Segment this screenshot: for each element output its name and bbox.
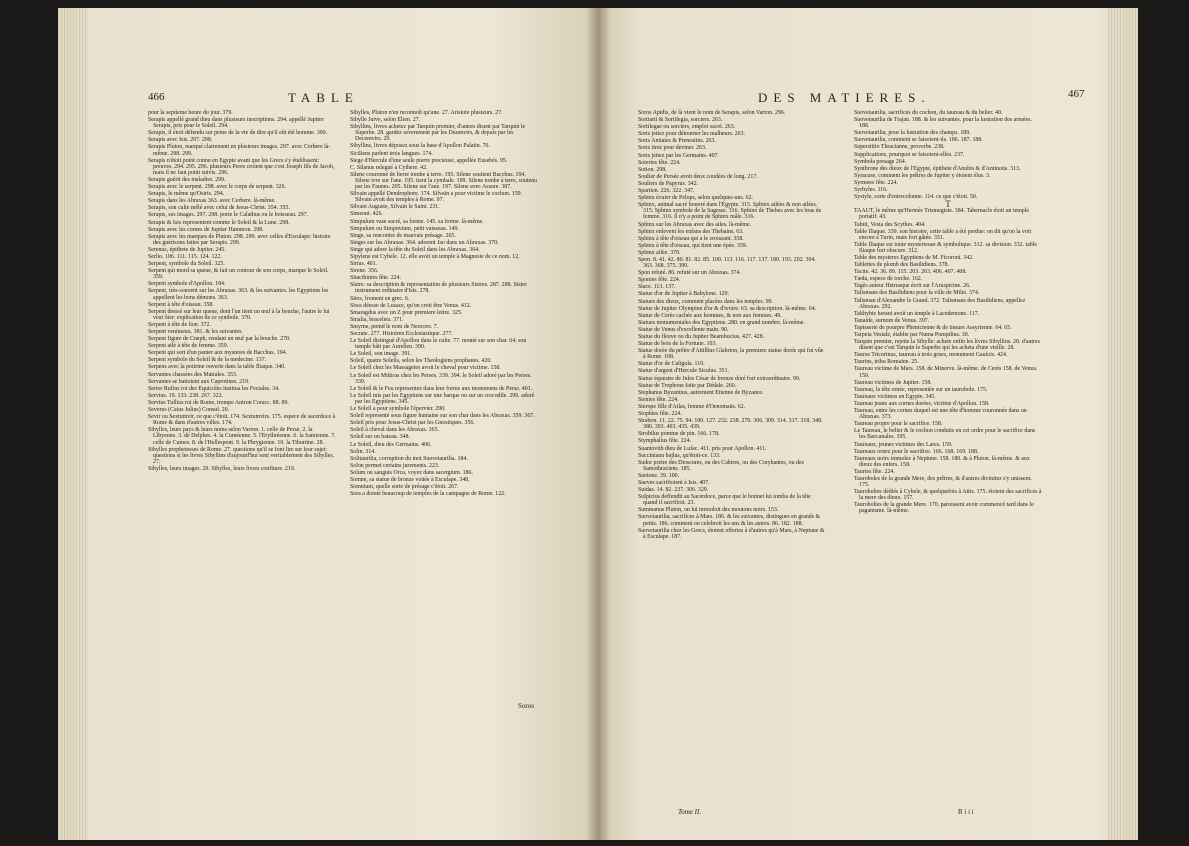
- index-entry: Serpent ailé à tête de femme. 359.: [148, 343, 229, 350]
- index-entry: Spartien. 226. 322. 347.: [638, 188, 695, 195]
- index-entry: Serapis avec Isis. 297. 298.: [148, 137, 213, 144]
- index-entry: Serpent à tête d'oiseau. 358.: [148, 301, 214, 308]
- index-entry: Stace. 113. 137.: [638, 284, 676, 291]
- index-entry: Serapis, ses images. 297. 298. porte le Calathus ou le boisseau. 297.: [148, 212, 309, 219]
- index-entry: Severus (Caius Julius) Consul. 20.: [148, 407, 230, 414]
- index-entry: Taureaux noirs immolez à Neptune. 158. 180. & à Pluton. là-même. & aux dieux des enfers. 158.: [854, 455, 1030, 468]
- index-entry: Serpent symbole d'Apollon. 184.: [148, 281, 226, 288]
- index-entry: Le Soleil distingué d'Apollon dans le culte. 77. monté sur son char. 64. son temple bâti par Aurelien. 390.: [350, 338, 527, 351]
- index-entry: Suovetaurilia de Trajan. 188. & les suivantes. pour la lustration des armées. 188.: [854, 117, 1032, 130]
- index-entry: Sotion. 298.: [638, 166, 667, 173]
- index-entry: Soleil representé sous figure humaine sur son char dans les Abraxas. 359. 367.: [350, 413, 535, 420]
- right-page: [598, 8, 1138, 840]
- index-entry: Statue équestre de Jules César de bronze doré fort extraordinaire. 90.: [638, 375, 801, 382]
- index-entry: Talisman d'Alexandre le Grand. 372. Talismans des Basilidiens, appellez Abraxas. 292.: [854, 297, 1026, 310]
- index-entry: Table Iliaque. 339. son histoire, cette table a été perdue: on dit qu'on la voit encore à Turin, mais fort gâtée. 351.: [854, 228, 1032, 241]
- left-page: [58, 8, 598, 840]
- index-entry: Soleil, quatre Soleils, selon les Theologiens prophanes. 420.: [350, 358, 492, 365]
- index-entry: Serpent, symbole du Soleil. 325.: [148, 261, 225, 268]
- index-entry: Sevir ou Sextumvir, ce que c'étoit. 174. Sextumvirs. 175. espece de sacerdoce à Rome & dans d'autres villes. 174.: [148, 414, 336, 427]
- index-entry: Serapis avec les cornes de Jupiter Hammon. 298.: [148, 226, 264, 233]
- index-entry: Tapisserie de pourpre Phenicienne & de tissure Assyrienne. 64. 65.: [854, 324, 1012, 331]
- index-entry: Sueves sacrifioient à Isis. 407.: [638, 479, 710, 486]
- index-entry: Silvain Auguste, Silvain le Saint. 231.: [350, 204, 440, 211]
- index-entry: Sirene. 356.: [350, 268, 379, 275]
- index-entry: Solon permet certains jurements. 223.: [350, 462, 440, 469]
- index-entry: Symbola presage 264.: [854, 158, 907, 165]
- index-entry: Taureaux, jeunes victimes des Lares. 159.: [854, 441, 953, 448]
- index-entry: Soros Apidis, de là vient le nom de Serapis, selon Varron. 296.: [638, 110, 786, 116]
- index-entry: Serapis avec les marques de Pluton. 298. 299. avec celles d'Esculape: histoire des guérisons faites par Serapis. 299.: [148, 233, 331, 246]
- index-entry: Soulier de Persée avoit deux coudées de long. 217.: [638, 173, 758, 180]
- index-entry: Le Soleil mis par les Egyptiens sur une barque ou sur un crocodile. 290. adoré par les Egyptiens. 345.: [350, 392, 535, 405]
- index-entry: Sphinx à tête d'oiseau qui a le croissant. 358.: [638, 235, 744, 242]
- index-entry: Statue de Cerès cachée aux hommes, & non aux femmes. 49.: [638, 312, 782, 319]
- index-entry: Synthrone des dieux de l'Egypte, épithete d'Anubis & d'Antinoüs. 313.: [854, 165, 1021, 172]
- index-entry: Soleil pris pour Jesus-Christ par les Gnostiques. 356.: [350, 420, 475, 427]
- page-number-left: 466: [148, 91, 165, 103]
- index-entry: Superstitio Thracianne, proverbe. 238.: [854, 144, 945, 151]
- index-entry: Syracuse, comment les prêtres de Jupiter y étoient élus. 3.: [854, 172, 991, 179]
- index-entry: Smalia, bracelets. 371.: [350, 316, 404, 323]
- index-entry: Serpens avec la poitrine ouverte dans la table Iliaque. 340.: [148, 364, 286, 371]
- index-entry: Siege d'Hercule d'une seule pierre precieuse, appellée Eusebés. 95.: [350, 157, 508, 164]
- index-entry: Simpulum vase sacré, sa forme. 145. sa forme. là-même.: [350, 218, 484, 225]
- index-entry: Taureau, entre les cornes duquel est une tête d'homme couronnée dans un Abraxas. 373.: [854, 408, 1027, 421]
- index-entry: Suidas. 14. 82. 237. 306. 329.: [638, 487, 709, 494]
- index-entry: Table des mysteres Egyptiens de M. Ficoroni. 342.: [854, 254, 974, 261]
- index-entry: Stephanus Byzantius, autrement Etienne de Byzance.: [638, 389, 764, 396]
- index-entry: Systyle, sorte d'entrecolonne. 114. ce que c'étoit. 50.: [854, 194, 978, 201]
- index-entry: Serapis Pluton, marqué clairement en plusieurs images. 297. avec Cerbere là-même. 298. 299.: [148, 144, 331, 157]
- index-entry: Silvain appellé Dendrophore. 174. Silvain a pour victime le cochon. 159. Silvain avoit des temples à Rome. 97.: [350, 191, 523, 204]
- index-entry: Taureau, la tête ornée, representée sur un taurobole. 175.: [854, 386, 988, 393]
- index-entry: Sibylles, leurs images. 29. Sibylles, leurs livres confiture. 219.: [148, 465, 296, 472]
- index-entry: Silene couronné de lierre tombe à terre. 195. Silene soutient Bacchus. 194. Silene ivre sur l'ane. 195. tient la cymbale. 199. Silene tombe à terre, soutenu par les Faunes. 205. Silene sur l'ane. 197. Silene avec Assure. 387.: [350, 171, 537, 191]
- index-entry: Soteries fête. 224.: [638, 159, 681, 166]
- index-entry: Serapis, le même qu'Osiris. 294.: [148, 191, 225, 198]
- index-entry: Sibyllins, livres achetez par Tarquin premier, d'autres disent par Tarquin le Superbe. 28. gardez severement par les Duumvirs, & depuis par les Decemvirs. 29.: [350, 124, 526, 143]
- index-entry: Stophies fête. 224.: [638, 411, 682, 418]
- index-entry: Serapis dans les Abraxas 363. avec Cerbere. là-même.: [148, 198, 276, 205]
- index-entry: Sphinx enlevent les enfans des Thebains. 63.: [638, 228, 744, 235]
- index-entry: Socrate. 277. Histoiren Ecclesiastique. 277.: [350, 331, 453, 337]
- index-entry: Sibylle Juive, selon Elien. 27.: [350, 117, 421, 124]
- index-entry: Sitos, froment en grec. 6.: [350, 295, 410, 302]
- index-entry: Sorts Antiates & Prenestins. 263.: [638, 138, 716, 145]
- index-entry: Singes sur les Abraxas. 364. adorent Jao dans un Abraxas. 370.: [350, 239, 499, 246]
- index-entry: Sulpicius deffendit au Sacerdoce, parce que le bonnet lui tomba de la tête quand il sacrifioit. 23.: [638, 494, 811, 507]
- index-entry: Servantes se battoient aux Caprotines. 219.: [148, 378, 250, 385]
- index-entry: Solitaurilia, corruption du mot Suovetaurilia. 184.: [350, 455, 468, 462]
- index-column-2: [350, 110, 538, 498]
- book-gutter: [586, 8, 610, 840]
- index-entry: Servius Tullius roi de Rome, trompe Antron Coracc. 88. 89.: [148, 399, 289, 406]
- index-entry: Summanus Pluton, on lui immoloit des moutons noirs. 153.: [638, 507, 779, 514]
- index-entry: Le Soleil a pour symbole l'épervier. 290.: [350, 406, 446, 413]
- index-entry: Stenies fête. 224.: [638, 396, 679, 403]
- index-entry: Strobilus pomme de pin. 166. 178.: [638, 431, 720, 438]
- index-entry: Sphinx sur les Abraxas avec des ailes. là-même.: [638, 221, 752, 228]
- index-entry: Serlio. 106. 111. 115. 124. 122.: [148, 253, 222, 260]
- index-entry: Serenus, épithete de Jupiter. 245.: [148, 246, 226, 253]
- index-entry: Sibylles prophetesses de Rome. 27. questions qu'il se font lire sur leur sujet: questions si les livres Sibyllins d'aujourd'hui sont veritablement des Sibylles. 27.: [148, 446, 335, 465]
- index-entry: Serapis appellé grand dieu dans plusieurs inscriptions. 294. appellé Jupiter Serapis, pris pour le Soleil. 294.: [148, 117, 324, 130]
- catchword: Soros: [518, 702, 534, 710]
- index-entry: Sirius. 401.: [350, 261, 378, 268]
- index-entry: Talismans des Basilidiens pour la ville de Milet. 374.: [854, 290, 980, 297]
- index-entry: Sibylles, Pluton n'en reconnoît qu'une. 27. Aristote plusieurs. 27.: [350, 110, 503, 116]
- index-entry: Statue de Trophone faite par Dédale. 260.: [638, 382, 737, 389]
- index-entry: Spon. 8. 41. 42. 80. 81. 82. 85. 100. 113. 116. 117. 137. 180. 193. 202. 304. 363. 368. 375. 390.: [638, 256, 816, 270]
- index-entry: Tarquin premier, rejette la Sibylle: achete enfin les livres Sibyllins. 28. d'autres disent que c'est Tarquin le Superbe qui les acheta d'une vieille. 28.: [854, 339, 1040, 352]
- index-entry: Taurobolies de la grande Mere. 170. paroissent avoir commencé tard dans le paganisme. là-même.: [854, 502, 1034, 515]
- index-entry: Statue de Venus d'excellente main. 90.: [638, 326, 729, 333]
- index-entry: Sphinx ailée. 370.: [638, 249, 681, 256]
- page-number-right: 467: [1068, 88, 1085, 100]
- index-entry: Serpent qui sort d'un panier aux mysteres de Bacchus. 194.: [148, 350, 287, 357]
- index-entry: Serapis & Isis representent comme le Soleil & la Lune. 298.: [148, 219, 290, 226]
- index-entry: Serapis avec le serpent. 298. avec le corps de serpent. 326.: [148, 184, 287, 191]
- index-entry: Statues des dieux, comment placées dans les temples. 99.: [638, 298, 773, 305]
- index-entry: Tagès auteur Hetrusque écrit sur l'Aruspicine. 26.: [854, 283, 971, 290]
- index-entry: Tabiti, Vesta des Scythes. 404.: [854, 221, 926, 228]
- index-entry: Sibyllins, livres déposez sous la base d'Apollon Palatin. 76.: [350, 143, 490, 150]
- signature-mark: R i i i: [958, 808, 974, 816]
- index-entry: Le Soleil, dieu des Germains. 406.: [350, 441, 432, 448]
- index-entry: Tanaide, surnom de Venus. 397.: [854, 317, 930, 324]
- section-letter: T: [945, 199, 951, 210]
- index-entry: Suovetaurilia, sacrifices du cochon, du taureau & du belier. 40.: [854, 110, 1003, 116]
- index-entry: Solum ou sanguis Orca, voyez dans sacergium. 186.: [350, 469, 473, 476]
- index-entry: Serapis n'étoit point connu en Egypte avant que les Grecs s'y établissent: preuves. 294. 295. 296. plusieurs Peres croient que c'est Joseph fils de Jacob, mais il ne faut point suivis. 296.: [148, 157, 335, 176]
- index-entry: Suovetaurilia, sacrifices à Mars. 186. & les suivantes, distingues en grands & petits. 186. comment on celebroit les uns & les autres. 86. 182. 188.: [638, 514, 821, 527]
- index-entry: Sorts tirez pour deviner. 263.: [638, 145, 707, 152]
- index-entry: Siciliens parlent trois langues. 174.: [350, 150, 433, 157]
- index-entry: Taurobolies dédiés à Cybele, & quelquefois à Attis. 175. étoient des sacrifices à la mere des dieux. 157.: [854, 489, 1042, 502]
- index-entry: Simpulum ou Simpuvium, petit vaisseau. 149.: [350, 225, 459, 232]
- index-entry: Servius. 19. 133. 238. 267. 322.: [148, 392, 224, 399]
- index-entry: Taureau jeune aux cornes dorées, victime d'Apollon. 158.: [854, 400, 990, 407]
- running-head-left: TABLE: [288, 90, 359, 105]
- index-entry: Syrmees fête. 224.: [854, 179, 898, 186]
- page-edge-left: [58, 8, 88, 840]
- index-entry: pour la septieme heure du jour. 379.: [148, 110, 233, 116]
- index-entry: Soleil à cheval dans les Abraxas. 365.: [350, 427, 439, 434]
- index-entry: Serapis, son culte mêlé avec celui de Jesus-Christ. 354. 355.: [148, 205, 290, 212]
- index-entry: Sortilegae ou sorciers, emploi sacré. 263.: [638, 124, 736, 131]
- index-entry: Sphinx, animal sacré honoré dans l'Egypte. 315. Sphinx ailées & non ailées. 315. Sphinx symbole de la Sagesse. 316. Sphinx de Thebes avec les bras de femme. 316. il n'y a point de Sphinx mâle. 316.: [638, 202, 822, 221]
- index-entry: Sorts jettez pour détourner les malheurs. 263.: [638, 131, 745, 138]
- index-entry: Siwa déesse de Lusace, qu'on croit être Venus. 412.: [350, 302, 472, 309]
- index-entry: Sortiarii & Sortilegia, sorciers. 263.: [638, 117, 723, 124]
- index-entry: Smaragdus avec un Z pour premiere lettre. 325.: [350, 309, 463, 316]
- index-entry: Spon refuté. 86. refuté sur un Abraxas. 374.: [638, 270, 741, 277]
- index-entry: Serpent, très-souvent sur les Abraxas. 363. & les suivantes. les Egyptiens les appellent les bons démons. 363.: [148, 288, 329, 301]
- index-entry: Singe qui adore la tête du Soleil dans les Abraxas. 364.: [350, 246, 480, 253]
- index-entry: Talthybie heraut avoit un temple à Lacedemone. 117.: [854, 310, 980, 317]
- index-entry: Taureaux victimes en Egypte. 345.: [854, 393, 936, 400]
- index-entry: Smyrne, prend le nom de Neocore. 7.: [350, 323, 439, 330]
- index-entry: Le Soleil est Mithras chez les Perses. 339. 394. le Soleil adoré par les Perses. 339.: [350, 372, 532, 385]
- index-entry: Suetone. 39. 100.: [638, 472, 680, 479]
- index-entry: Statue de Jupiter Olympien d'or & d'ivoire. 63. sa description. là-même. 64.: [638, 305, 817, 312]
- index-entry: Statue dorée du prêtre d'Attillius Glabrion, la premiere statue dorée qui fut vûe à Rome. 108.: [638, 348, 824, 361]
- index-column-3: [638, 110, 826, 541]
- running-head-right: DES MATIERES.: [758, 90, 931, 105]
- index-entry: Sitacthinies fête. 224.: [350, 275, 402, 282]
- index-entry: Tarpeia Vestale, établie par Numa Pompilius. 30.: [854, 332, 970, 338]
- index-entry: Suovetaurilia, comment se faisoient-ils. 186. 187. 188.: [854, 137, 983, 144]
- index-entry: Statue d'or de Caligula. 110.: [638, 361, 705, 368]
- index-entry: Tæda, espece de torche. 162.: [854, 276, 923, 283]
- index-entry: Serapis, il étoit défendu sur peine de la vie de dire qu'il eût été homme. 300.: [148, 130, 328, 137]
- index-entry: Tauries fête. 224.: [854, 468, 895, 475]
- index-entry: Serpent qui mord sa queue, & fait un contour de son corps, marque le Soleil. 359.: [148, 268, 329, 281]
- index-entry: Taureaux ornez pour le sacrifice. 166. 168. 169. 188.: [854, 448, 979, 455]
- index-entry: Serpent dressé sur leur queue, dont l'un tient un œuf à la bouche, l'autre le lui veut ôter: explication de ce symbole. 370.: [148, 308, 330, 321]
- index-entry: Taureau victime de Mars. 158. de Minerve. là-même. de Cerès 158. de Venus. 159.: [854, 366, 1038, 379]
- index-entry: Le Soleil chez les Massagetes avoit le cheval pour victime. 158.: [350, 365, 501, 372]
- index-entry: Tauroboles de la grande Mere, des prêtres, & d'autres divinitez s'y unissent. 175.: [854, 475, 1032, 489]
- index-entry: Sipylene est Cybele. 12. elle avoit un temple à Magnesie de ce nom. 12.: [350, 253, 520, 260]
- index-entry: Somnium, quelle sorte de présage c'étoit. 267.: [350, 484, 459, 491]
- index-entry: Syrhyles. 116.: [854, 187, 888, 194]
- index-entry: Table Iliaque est toute mysterieuse & symbolique. 312. sa division. 332. table Iliaque fort obscure. 312.: [854, 241, 1037, 254]
- index-entry: Tacite. 42. 36. 89. 115. 203. 263. 406. 407. 408.: [854, 269, 967, 276]
- open-book: [58, 8, 1138, 840]
- index-entry: Sibylles, leurs pays & leurs noms selon Varron. 1. celle de Perse. 2. la Libyenne. 3. de Delphes. 4. la Cuméenne. 5. l'Erythréenne. 6. la Samienne. 7. celle de Cumes. 8. de l'Hellespont. 9. la Phrygienne. 10. la Tiburtine. 28.: [148, 427, 336, 446]
- index-entry: Sponies fête. 224.: [638, 277, 681, 284]
- index-entry: Le Soleil & le Feu representez dans leur forme aux monumens de Perse. 401.: [350, 385, 533, 392]
- index-entry: Statue d'or de Jupiter à Babylone. 129.: [638, 291, 730, 298]
- index-entry: TAAUT, le même qu'Hermès Trismegiste. 384. Tabernacle étoit un temple portatif. 43.: [854, 208, 1029, 221]
- index-entry: Sistre: sa description & representation de plusieurs Sistres. 287. 288. Sistre instrument ordinaire d'Isis. 278.: [350, 282, 527, 295]
- index-entry: Statue de bois de la Fortune. 103.: [638, 341, 717, 348]
- index-entry: Taureau propre pour le sacrifice. 158.: [854, 421, 943, 428]
- index-entry: Sudor pretre des Dioscures, ou des Cabires, ou des Corybantes, ou des Samothraciens. 185.: [638, 459, 804, 472]
- index-column-4: [854, 110, 1042, 516]
- index-entry: Succinianu bajlus, qu'étoit-ce. 133.: [638, 452, 721, 459]
- index-entry: Somne, sa statue de bronze voüée à Esculape. 348.: [350, 476, 470, 483]
- index-entry: Serapis guérit des maladies. 299.: [148, 176, 226, 183]
- index-entry: Serpent venimeux. 381. & les suivantes.: [148, 329, 243, 335]
- index-entry: Suantovith dieu de Lufac. 411. pris pour Apollon. 411.: [638, 445, 767, 452]
- volume-label: Tome II.: [678, 808, 702, 816]
- index-entry: Sorts jettez par les Germains. 407.: [638, 152, 719, 159]
- index-entry: Sphinx écuier de Pelops, selon quelques-uns. 62.: [638, 195, 754, 202]
- index-entry: Statues monumentales des Egyptiens. 280. en grand nombre. là-même.: [638, 319, 805, 326]
- index-entry: Strabon. 11. 22. 75. 94. 100. 127. 232. 238. 270. 306. 309. 314. 317. 318. 348. 380. 393. 403. 435. 439.: [638, 418, 823, 431]
- index-entry: C. Silanus relegué à Cythere. 42.: [350, 164, 428, 171]
- index-entry: Sterope fille d'Atlas, femme d'Oenomaüs. 62.: [638, 403, 746, 410]
- index-column-1: [148, 110, 336, 473]
- page-edge-right: [1108, 8, 1138, 840]
- index-entry: Singe, sa rencontre de mauvais présage. 265.: [350, 232, 456, 239]
- index-entry: Sphinx à tête d'oiseau, qui tient une épée. 359.: [638, 242, 748, 249]
- index-entry: Serpent symbole du Soleil & de la medecine. 137.: [148, 357, 267, 364]
- index-entry: Souliers de Papyrus. 342.: [638, 180, 699, 187]
- index-entry: Le Soleil, son image. 391.: [350, 351, 412, 358]
- index-entry: Sertor Rufius roi des Equicoles institua les Feciales. 34.: [148, 385, 280, 392]
- index-entry: Statue du fleuve ou du Jupiter Beambocius. 427. 428.: [638, 334, 765, 340]
- index-entry: Tablettes de plomb des Basilidiens. 378.: [854, 262, 949, 269]
- index-entry: Servantes chassées des Matrales. 353.: [148, 371, 238, 378]
- index-entry: Taureau victimes de Jupiter. 158.: [854, 379, 932, 386]
- index-entry: Stymphalius fête. 224.: [638, 438, 692, 445]
- index-entry: Suovetaurilia, pour la lustration des champs. 189.: [854, 130, 971, 137]
- index-entry: Le Taureau, le belier & le cochon conduits en cet ordre pour le sacrifice dans les Baccanales. 195.: [854, 428, 1036, 441]
- index-entry: Soleil sur un bateau. 348.: [350, 434, 410, 441]
- index-entry: Simeoni. 426.: [350, 211, 383, 218]
- index-entry: Statue d'argent d'Hercule Siculus. 351.: [638, 368, 730, 375]
- index-entry: Taurus Tricorinus, taureau à trois grues, monument Gaulois. 424.: [854, 352, 1008, 359]
- index-entry: Solin. 314.: [350, 448, 376, 455]
- index-entry: Serpent figure de Cneph, rendant un œuf par la bouche. 270.: [148, 336, 291, 343]
- index-entry: Sora a donné beaucoup de temples de la campagne de Rome. 122.: [350, 491, 506, 498]
- index-entry: Taurins, tribu Romaine. 25.: [854, 359, 919, 366]
- index-entry: Serpent à tête de lion. 372.: [148, 321, 211, 328]
- index-entry: Supplications, pourquoi se faisoient-elles. 237.: [854, 151, 965, 158]
- index-entry: Suovetaurilia chez les Grecs, étoient offertes à d'autres qu'à Mars, à Neptune & à Esculape. 187.: [638, 527, 825, 540]
